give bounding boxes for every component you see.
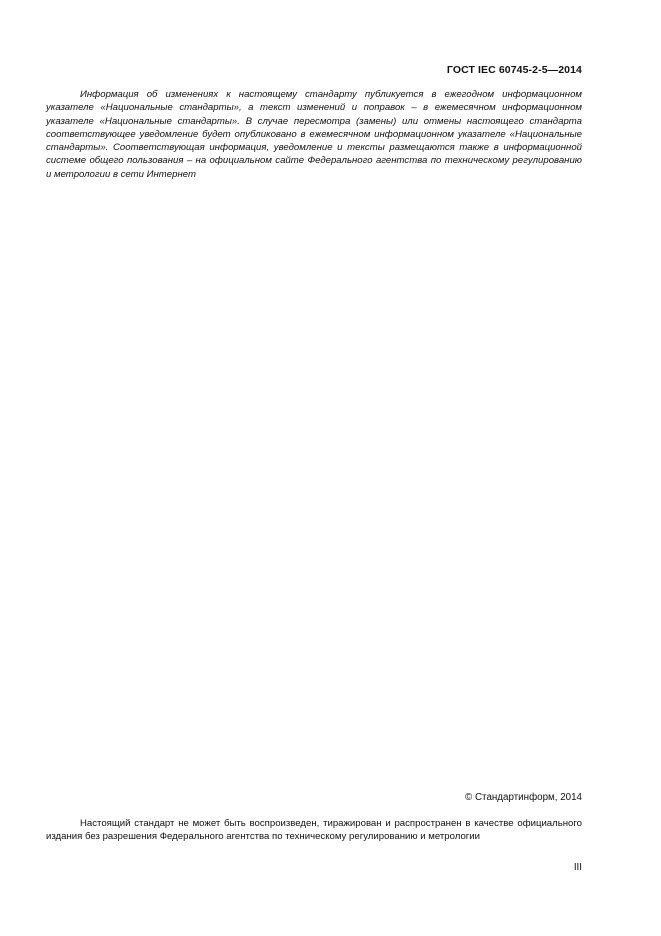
page-number: III bbox=[573, 862, 582, 873]
reprint-restriction-paragraph: Настоящий стандарт не может быть воспроизведен, тиражирован и распространен в качестве официального издания без разрешения Федерального агентства по техническому регулированию и метрологии bbox=[46, 818, 582, 843]
copyright-line: © Стандартинформ, 2014 bbox=[465, 792, 582, 803]
document-header-standard-code: ГОСТ IEC 60745-2-5—2014 bbox=[446, 64, 582, 76]
amendments-notice-paragraph: Информация об изменениях к настоящему стандарту публикуется в ежегодном информационном указателе «Национальные стандарты», а текст изменений и поправок – в ежемесячном информационном указателе «Национальные стандарты». В случае пересмотра (замены) или отмены настоящего стандарта соответствующее уведомление будет опубликовано в ежемесячном информационном указателе «Национальные стандарты». Соответствующая информация, уведомление и тексты размещаются также в информационной системе общего пользования – на официальном сайте Федерального агентства по техническому регулированию и метрологии в сети Интернет bbox=[46, 89, 582, 180]
